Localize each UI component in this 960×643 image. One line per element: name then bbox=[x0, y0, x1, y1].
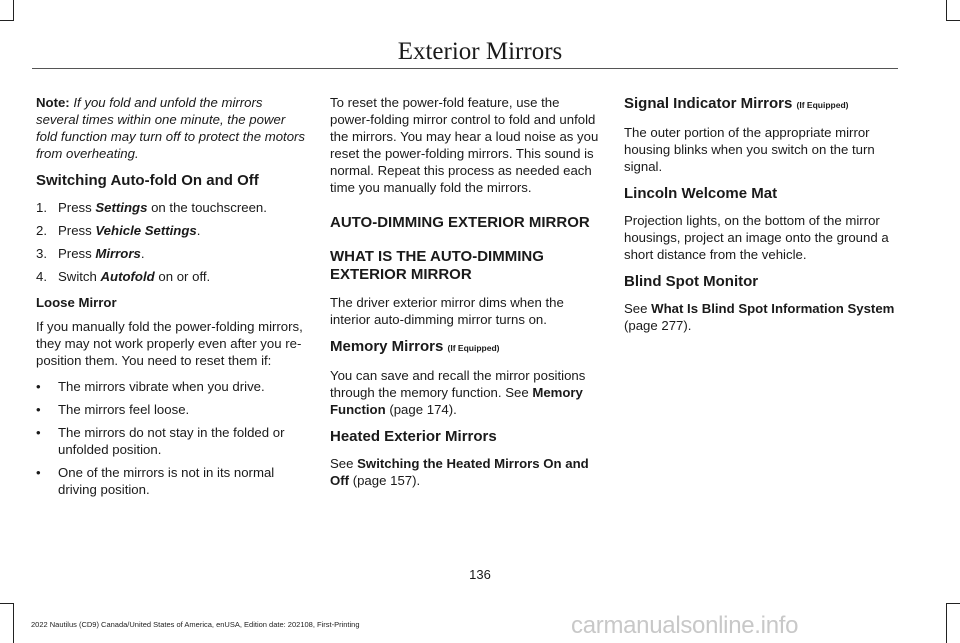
step-text: on the touchscreen. bbox=[147, 200, 267, 215]
what-is-heading: WHAT IS THE AUTO-DIMMING EXTERIOR MIRROR bbox=[330, 248, 544, 283]
blind-spot-heading: Blind Spot Monitor bbox=[624, 273, 759, 290]
step-number: 1. bbox=[36, 200, 47, 215]
memory-mirrors-heading bbox=[330, 337, 602, 358]
step-emphasis: Vehicle Settings bbox=[95, 223, 197, 238]
step-item bbox=[36, 245, 306, 262]
loose-mirror-heading: Loose Mirror bbox=[36, 295, 117, 310]
step-text: Switch bbox=[58, 269, 101, 284]
list-item-text: The mirrors vibrate when you drive. bbox=[58, 379, 265, 394]
step-number: 4. bbox=[36, 269, 47, 284]
equipped-tag: (If Equipped) bbox=[447, 343, 500, 353]
blind-spot-link[interactable]: What Is Blind Spot Information System bbox=[651, 301, 895, 316]
step-emphasis: Autofold bbox=[100, 269, 155, 284]
blind-spot-text bbox=[624, 300, 898, 334]
list-item-text: One of the mirrors is not in its normal driving position. bbox=[58, 465, 275, 497]
memory-text-body: You can save and recall the mirror positions through the memory function. See bbox=[330, 368, 586, 400]
step-item bbox=[36, 199, 306, 216]
step-text: . bbox=[140, 246, 145, 261]
crop-mark-bottom-left-v bbox=[13, 603, 14, 643]
bullet-icon: • bbox=[36, 425, 41, 440]
reset-paragraph: To reset the power-fold feature, use the power-folding mirror control to fold and unfold the mirrors. You may hear a loud noise as you reset the power-folding mirrors. This sound is normal. Repeat this process as needed each time you manually fold the mirrors. bbox=[330, 95, 599, 195]
crop-mark-top-right-h bbox=[946, 20, 960, 21]
note-label: Note: bbox=[36, 95, 70, 110]
step-text: on or off. bbox=[154, 269, 211, 284]
watermark: carmanualsonline.info bbox=[571, 612, 799, 639]
step-emphasis: Mirrors bbox=[95, 246, 141, 261]
crop-mark-top-left-v bbox=[13, 0, 14, 20]
column-right bbox=[624, 94, 898, 343]
crop-mark-bottom-left-h bbox=[0, 603, 14, 604]
note-paragraph bbox=[36, 94, 306, 162]
autofold-heading: Switching Auto-fold On and Off bbox=[36, 172, 259, 189]
memory-mirrors-title: Memory Mirrors bbox=[330, 338, 444, 355]
step-text: . bbox=[196, 223, 201, 238]
list-item-text: The mirrors do not stay in the folded or unfolded position. bbox=[58, 425, 285, 457]
list-item bbox=[36, 464, 306, 498]
edition-footer: 2022 Nautilus (CD9) Canada/United States of America, enUSA, Edition date: 202108, First-Printing bbox=[31, 620, 360, 629]
memory-text bbox=[330, 367, 602, 418]
step-number: 3. bbox=[36, 246, 47, 261]
step-text: Press bbox=[58, 200, 96, 215]
step-item bbox=[36, 222, 306, 239]
page-title: Exterior Mirrors bbox=[397, 38, 563, 65]
note-text: If you fold and unfold the mirrors several times within one minute, the power fold function may turn off to protect the motors from overheating. bbox=[36, 95, 306, 161]
crop-mark-bottom-right-v bbox=[946, 603, 947, 643]
autofold-steps bbox=[36, 199, 306, 285]
list-item bbox=[36, 401, 306, 418]
list-item bbox=[36, 378, 306, 395]
heated-page-ref: (page 157). bbox=[349, 473, 421, 488]
loose-mirror-text: If you manually fold the power-folding mirrors, they may not work properly even after you re-position them. You need to reset them if: bbox=[36, 319, 303, 368]
memory-page-ref: (page 174). bbox=[385, 402, 457, 417]
blind-spot-page-ref: (page 277). bbox=[624, 318, 692, 333]
heated-mirrors-link[interactable]: Switching the Heated Mirrors On and Off bbox=[330, 456, 589, 488]
signal-indicator-title: Signal Indicator Mirrors bbox=[624, 95, 793, 112]
column-middle bbox=[330, 94, 602, 498]
page-number: 136 bbox=[469, 567, 491, 582]
section-heading-auto-dimming: AUTO-DIMMING EXTERIOR MIRROR bbox=[330, 214, 590, 231]
welcome-mat-text: Projection lights, on the bottom of the mirror housings, project an image onto the ground a short distance from the vehicle. bbox=[624, 213, 889, 262]
bullet-icon: • bbox=[36, 402, 41, 417]
heated-text-body: See bbox=[330, 456, 358, 471]
crop-mark-top-left-h bbox=[0, 20, 14, 21]
step-emphasis: Settings bbox=[95, 200, 148, 215]
step-text: Press bbox=[58, 246, 96, 261]
bullet-icon: • bbox=[36, 465, 41, 480]
crop-mark-top-right-v bbox=[946, 0, 947, 20]
heated-mirrors-heading: Heated Exterior Mirrors bbox=[330, 428, 497, 445]
column-left bbox=[36, 94, 306, 507]
heated-text bbox=[330, 455, 602, 489]
welcome-mat-heading: Lincoln Welcome Mat bbox=[624, 185, 778, 202]
crop-mark-bottom-right-h bbox=[946, 603, 960, 604]
list-item-text: The mirrors feel loose. bbox=[58, 402, 190, 417]
step-number: 2. bbox=[36, 223, 47, 238]
signal-text: The outer portion of the appropriate mirror housing blinks when you switch on the turn signal. bbox=[624, 125, 875, 174]
step-item bbox=[36, 268, 306, 285]
reset-conditions-list bbox=[36, 378, 306, 498]
bullet-icon: • bbox=[36, 379, 41, 394]
signal-indicator-heading bbox=[624, 94, 898, 115]
step-text: Press bbox=[58, 223, 96, 238]
memory-function-link[interactable]: Memory Function bbox=[330, 385, 583, 417]
equipped-tag: (If Equipped) bbox=[796, 100, 849, 110]
header-divider bbox=[32, 68, 898, 69]
blind-spot-text-body: See bbox=[624, 301, 652, 316]
what-is-text: The driver exterior mirror dims when the interior auto-dimming mirror turns on. bbox=[330, 295, 564, 327]
list-item bbox=[36, 424, 306, 458]
